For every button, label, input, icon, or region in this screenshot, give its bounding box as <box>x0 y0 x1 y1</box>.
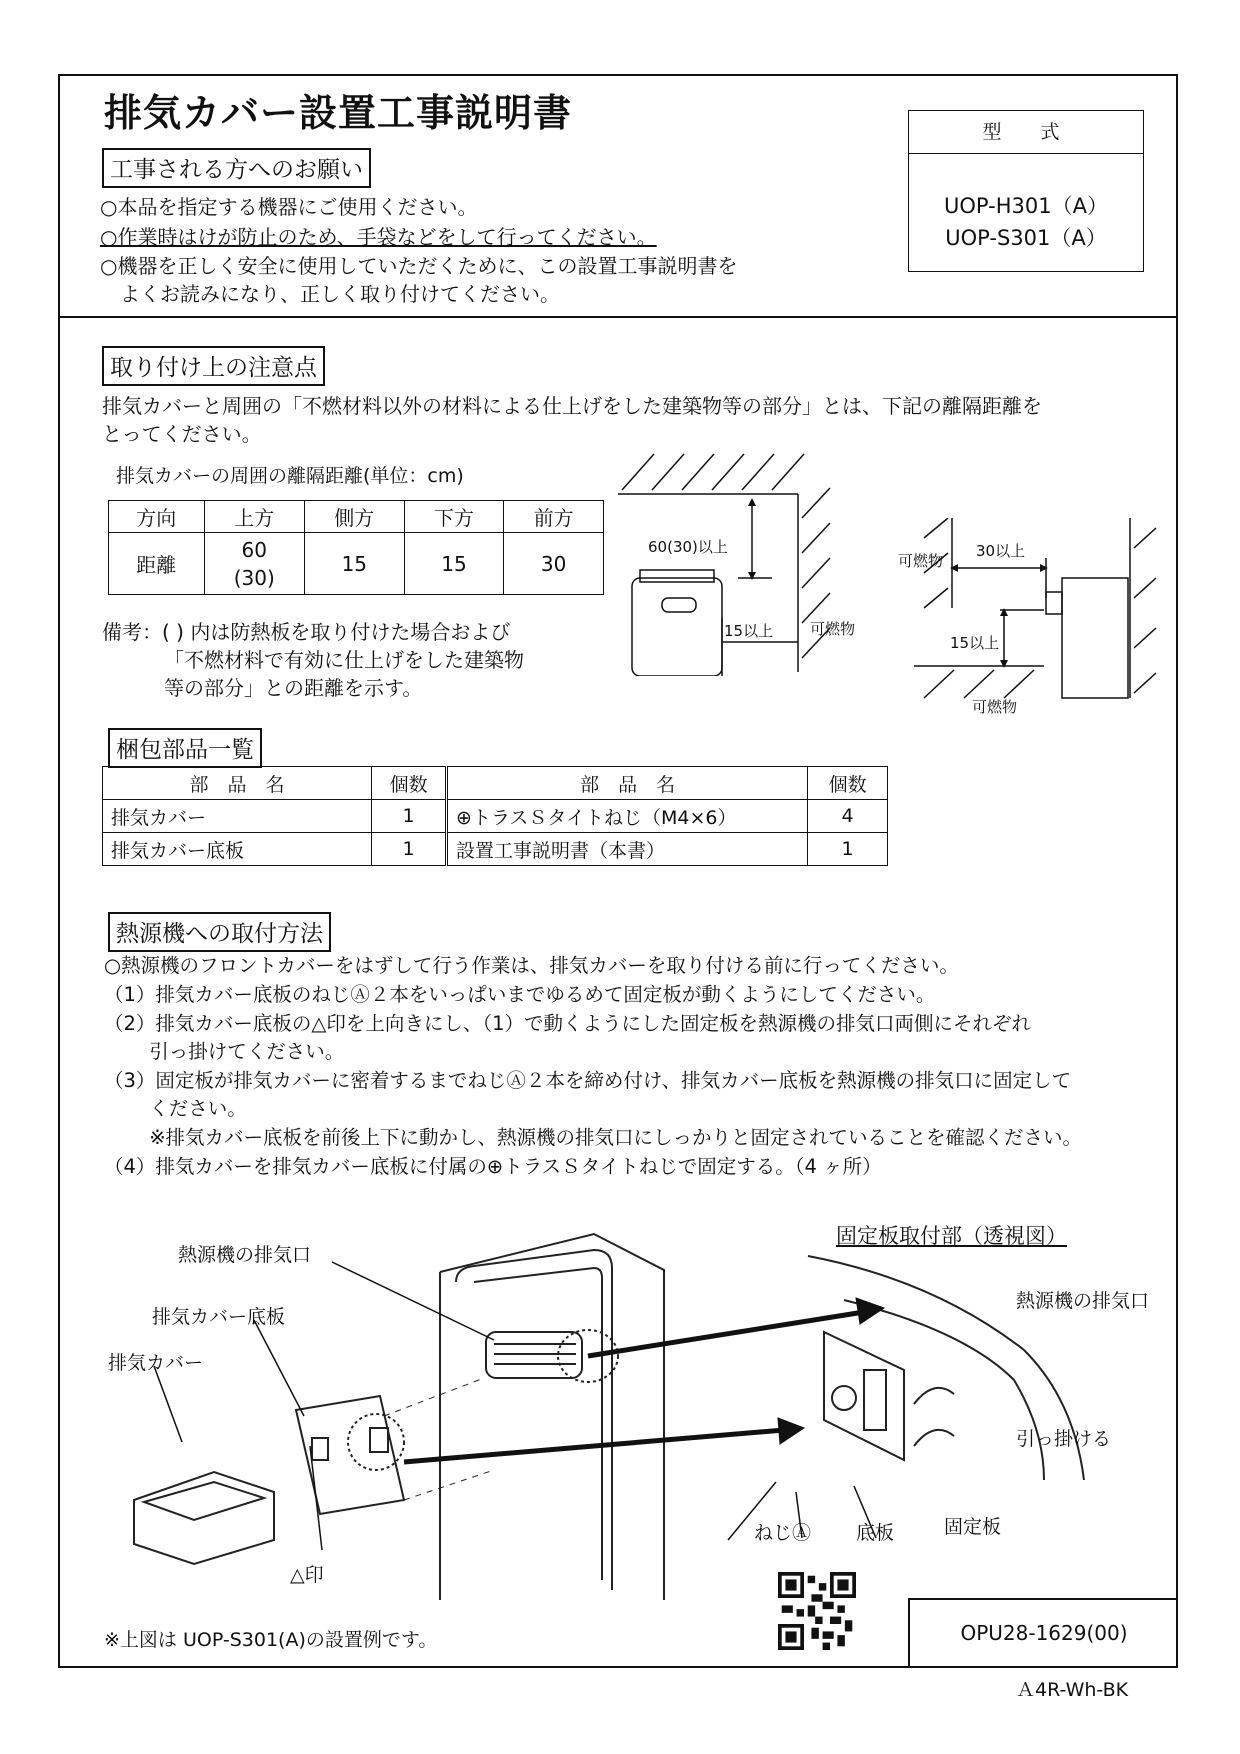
clearance-top-label: 60(30)以上 <box>648 538 728 556</box>
distance-value: 60 (30) <box>204 533 304 595</box>
part-name: 設置工事説明書（本書） <box>447 833 808 866</box>
mounting-line: 引っ掛けてください。 <box>104 1040 345 1063</box>
distance-header: 前方 <box>504 501 604 533</box>
request-heading: 工事される方へのお願い <box>102 148 371 188</box>
installation-illustration <box>84 1220 1174 1600</box>
mounting-line: （2）排気カバー底板の△印を上向きにし、（1）で動くようにした固定板を熱源機の排気口両側にそれぞれ <box>104 1012 1032 1035</box>
distance-value: 15 <box>404 533 504 595</box>
clearance-front-label: 30以上 <box>976 542 1026 560</box>
part-qty: 1 <box>808 833 888 866</box>
distance-value: 30 <box>504 533 604 595</box>
print-code: Ａ4R-Wh-BK <box>1016 1679 1129 1701</box>
parts-table <box>102 766 888 866</box>
part-qty: 4 <box>808 800 888 833</box>
screw-label: ねじⒶ <box>754 1522 812 1544</box>
distance-header: 上方 <box>204 501 304 533</box>
clearance-diagram-top-side <box>612 448 872 676</box>
triangle-mark-label: △印 <box>290 1564 324 1586</box>
parts-header: 部 品 名 <box>103 767 372 800</box>
clearance-side-label: 15以上 <box>724 622 774 640</box>
notes-heading: 取り付け上の注意点 <box>102 346 325 386</box>
mounting-line: ください。 <box>104 1097 247 1120</box>
exhaust-port-label: 熱源機の排気口 <box>178 1244 312 1266</box>
cover-label: 排気カバー <box>108 1352 204 1374</box>
mounting-line: （3）固定板が排気カバーに密着するまでねじⒶ２本を締め付け、排気カバー底板を熱源機の排気口に固定して <box>104 1069 1072 1092</box>
document-code: OPU28-1629(00) <box>908 1598 1178 1668</box>
combustible-label: 可燃物 <box>810 620 856 638</box>
request-line: よくお読みになり、正しく取り付けてください。 <box>100 282 560 306</box>
mounting-line: ※排気カバー底板を前後上下に動かし、熱源機の排気口にしっかりと固定されていることを確認ください。 <box>104 1126 1083 1149</box>
clearance-bottom-label: 15以上 <box>950 634 1000 652</box>
mounting-line: （1）排気カバー底板のねじⒶ２本をいっぱいまでゆるめて固定板が動くようにしてください。 <box>104 983 936 1006</box>
part-qty: 1 <box>372 833 447 866</box>
part-name: 排気カバー <box>103 800 372 833</box>
notes-intro: とってください。 <box>102 422 262 446</box>
request-line: ○本品を指定する機器にご使用ください。 <box>100 195 478 219</box>
detail-title: 固定板取付部（透視図） <box>836 1224 1067 1248</box>
parts-header: 個数 <box>808 767 888 800</box>
remark-line: 「不燃材料で有効に仕上げをした建築物 <box>164 648 524 672</box>
distance-row-label: 距離 <box>109 533 205 595</box>
model-label: 型 式 <box>909 111 1143 154</box>
header-divider <box>58 316 1178 318</box>
qr-code-icon <box>778 1572 856 1650</box>
combustible-label: 可燃物 <box>972 698 1018 716</box>
clearance-diagram-front-bottom <box>904 518 1164 708</box>
distance-header: 下方 <box>404 501 504 533</box>
footer-note: ※上図は UOP-S301(A)の設置例です。 <box>104 1629 438 1651</box>
distance-table <box>108 500 604 595</box>
notes-intro: 排気カバーと周囲の「不燃材料以外の材料による仕上げをした建築物等の部分」とは、下記の離隔距離を <box>102 394 1042 418</box>
mounting-line: ○熱源機のフロントカバーをはずして行う作業は、排気カバーを取り付ける前に行ってください。 <box>104 954 959 977</box>
bottom-plate-label: 底板 <box>856 1522 895 1544</box>
parts-header: 個数 <box>372 767 447 800</box>
base-plate-label: 排気カバー底板 <box>152 1306 286 1328</box>
part-name: 排気カバー底板 <box>103 833 372 866</box>
part-name: ⊕トラスＳタイトねじ（M4×6） <box>447 800 808 833</box>
remark-line: 等の部分」との距離を示す。 <box>164 676 423 700</box>
detail-exhaust-label: 熱源機の排気口 <box>1016 1290 1150 1312</box>
model-box <box>908 110 1144 272</box>
fixing-plate-label: 固定板 <box>944 1516 1002 1538</box>
remark-line: 備考：( ) 内は防熱板を取り付けた場合および <box>102 620 511 644</box>
distance-value: 15 <box>304 533 404 595</box>
document-title: 排気カバー設置工事説明書 <box>104 91 573 135</box>
parts-heading: 梱包部品一覧 <box>108 728 262 768</box>
hook-label: 引っ掛ける <box>1016 1428 1112 1450</box>
mounting-line: （4）排気カバーを排気カバー底板に付属の⊕トラスＳタイトねじで固定する。（4 ヶ所） <box>104 1155 882 1178</box>
distance-header: 方向 <box>109 501 205 533</box>
request-line: ○作業時はけが防止のため、手袋などをして行ってください。 <box>100 225 657 249</box>
mounting-heading: 熱源機への取付方法 <box>108 912 331 952</box>
model-number: UOP-S301（A） <box>945 226 1107 250</box>
distance-table-caption: 排気カバーの周囲の離隔距離(単位：cm) <box>116 465 464 487</box>
model-number: UOP-H301（A） <box>944 194 1108 218</box>
part-qty: 1 <box>372 800 447 833</box>
distance-header: 側方 <box>304 501 404 533</box>
combustible-label: 可燃物 <box>898 552 944 570</box>
request-line: ○機器を正しく安全に使用していただくために、この設置工事説明書を <box>100 254 738 278</box>
parts-header: 部 品 名 <box>447 767 808 800</box>
